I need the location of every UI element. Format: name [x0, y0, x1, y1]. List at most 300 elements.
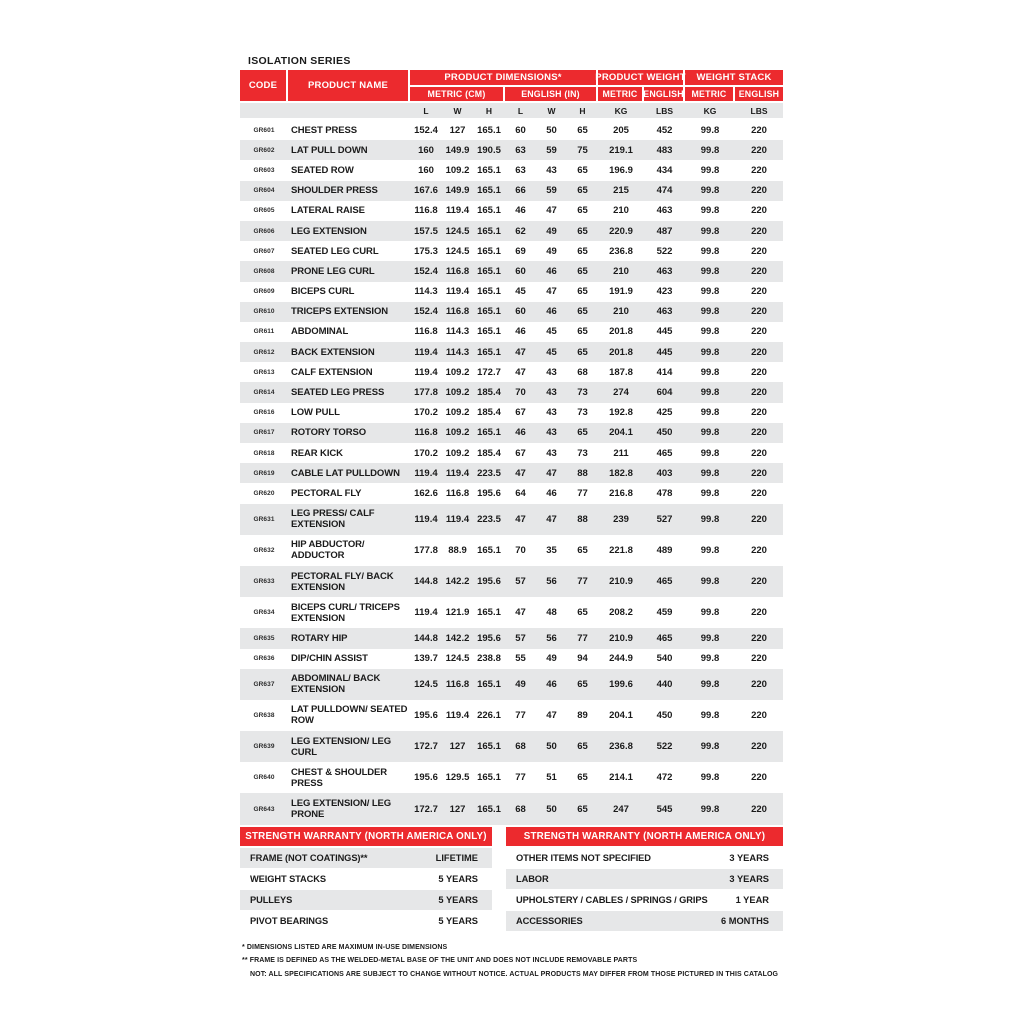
weight-kg: 205	[613, 124, 629, 136]
weight-kg: 221.8	[609, 544, 633, 556]
stack-kg: 99.8	[700, 678, 720, 690]
table-row	[240, 201, 783, 221]
dim-english-h: 89	[577, 709, 588, 721]
dim-metric-l: 144.8	[414, 576, 438, 588]
warranty-left-items	[240, 848, 492, 931]
table-row	[240, 322, 783, 342]
stack-lbs: 220	[751, 205, 767, 217]
stack-kg: 99.8	[700, 346, 720, 358]
dim-metric-w: 88.9	[448, 544, 467, 556]
dim-metric-l: 144.8	[414, 632, 438, 644]
dim-metric-l: 172.7	[414, 803, 438, 815]
table-row	[240, 342, 783, 362]
table-row	[240, 793, 783, 824]
weight-kg: 215	[613, 185, 629, 197]
warranty-item-label: OTHER ITEMS NOT SPECIFIED	[516, 852, 651, 863]
warranty-right-title: STRENGTH WARRANTY (NORTH AMERICA ONLY)	[506, 827, 783, 846]
weight-kg: 204.1	[609, 709, 633, 721]
weight-lbs: 423	[656, 286, 673, 298]
product-name: ABDOMINAL	[291, 326, 349, 338]
dim-english-h: 65	[577, 205, 588, 217]
product-name: LEG EXTENSION/ LEG PRONE	[291, 798, 392, 821]
stack-lbs: 220	[751, 772, 767, 784]
dim-english-l: 70	[515, 544, 526, 556]
dim-metric-h: 165.1	[477, 185, 501, 197]
dim-english-l: 47	[515, 467, 526, 479]
weight-kg: 236.8	[609, 741, 633, 753]
warranty-item-label: PIVOT BEARINGS	[250, 915, 329, 926]
dim-english-h: 73	[577, 447, 588, 459]
unit-label: H	[579, 105, 586, 116]
dim-metric-h: 165.1	[477, 286, 501, 298]
product-code: GR634	[253, 609, 275, 617]
stack-kg: 99.8	[700, 205, 720, 217]
dim-metric-h: 165.1	[477, 124, 501, 136]
spec-sheet	[240, 55, 783, 984]
dim-metric-l: 119.4	[414, 607, 438, 619]
dim-english-l: 47	[515, 346, 526, 358]
stack-lbs: 220	[751, 487, 767, 499]
stack-kg: 99.8	[700, 487, 720, 499]
dim-english-l: 67	[515, 407, 526, 419]
product-code: GR608	[253, 267, 275, 275]
product-name: PECTORAL FLY	[291, 487, 362, 499]
dim-metric-w: 129.5	[445, 772, 470, 784]
dim-metric-l: 162.6	[414, 487, 438, 499]
product-name: DIP/CHIN ASSIST	[291, 653, 368, 665]
dim-english-l: 66	[515, 185, 526, 197]
table-row	[240, 423, 783, 443]
stack-kg: 99.8	[700, 124, 720, 136]
table-row	[240, 700, 783, 731]
weight-lbs: 403	[656, 467, 673, 479]
table-row	[240, 120, 783, 140]
dim-english-w: 49	[546, 245, 557, 257]
dim-english-w: 43	[546, 447, 557, 459]
warranty-item-value: 5 YEARS	[438, 915, 478, 926]
dim-metric-l: 177.8	[414, 544, 438, 556]
product-code: GR603	[253, 166, 275, 174]
dim-english-l: 67	[515, 447, 526, 459]
dim-metric-w: 149.9	[445, 144, 470, 156]
weight-lbs: 522	[656, 741, 673, 753]
stack-lbs: 220	[751, 306, 767, 318]
dim-english-w: 47	[546, 205, 557, 217]
dim-metric-w: 124.5	[445, 653, 470, 665]
weight-kg: 196.9	[609, 164, 633, 176]
product-code: GR635	[253, 634, 275, 642]
dim-english-h: 65	[577, 544, 588, 556]
product-name: SEATED LEG CURL	[291, 245, 379, 257]
stack-lbs: 220	[751, 225, 767, 237]
product-name: PRONE LEG CURL	[291, 265, 375, 277]
dim-metric-w: 119.4	[445, 286, 470, 298]
dim-english-w: 51	[546, 772, 557, 784]
dim-english-l: 47	[515, 513, 526, 525]
warranty-row	[240, 890, 492, 910]
weight-kg: 236.8	[609, 245, 633, 257]
dim-english-w: 43	[546, 164, 557, 176]
dim-english-l: 60	[515, 265, 526, 277]
footnote: NOT: ALL SPECIFICATIONS ARE SUBJECT TO CHANGE WITHOUT NOTICE. ACTUAL PRODUCTS MAY DIFFER FROM THOSE PICTURED IN THIS CATALOG	[250, 970, 779, 978]
product-name: LAT PULLDOWN/ SEATED ROW	[291, 704, 408, 727]
weight-kg: 201.8	[609, 346, 633, 358]
dim-english-h: 88	[577, 513, 588, 525]
table-units-subheader	[240, 103, 783, 118]
dim-metric-l: 114.3	[414, 286, 438, 298]
dim-english-h: 65	[577, 265, 588, 277]
dim-metric-w: 127	[449, 741, 466, 753]
dim-metric-h: 223.5	[477, 467, 501, 479]
table-row	[240, 282, 783, 302]
warranty-row	[506, 911, 783, 931]
stack-kg: 99.8	[700, 185, 720, 197]
product-name: BICEPS CURL/ TRICEPS EXTENSION	[291, 601, 400, 624]
stack-lbs: 220	[751, 427, 767, 439]
weight-lbs: 445	[656, 326, 673, 338]
dim-english-h: 88	[577, 467, 588, 479]
warranty-item-label: LABOR	[516, 873, 549, 884]
weight-lbs: 527	[656, 513, 673, 525]
weight-kg: 274	[613, 387, 629, 399]
weight-lbs: 465	[656, 447, 673, 459]
weight-lbs: 522	[656, 245, 673, 257]
weight-kg: 208.2	[609, 607, 633, 619]
product-code: GR637	[253, 680, 275, 688]
dim-metric-w: 142.2	[445, 632, 470, 644]
dim-english-w: 50	[546, 741, 557, 753]
product-code: GR636	[253, 655, 275, 663]
dim-metric-w: 121.9	[445, 607, 470, 619]
weight-lbs: 483	[656, 144, 673, 156]
product-code: GR643	[253, 805, 275, 813]
dim-english-l: 45	[515, 286, 526, 298]
warranty-item-value: LIFETIME	[435, 852, 478, 863]
dim-metric-h: 185.4	[477, 387, 501, 399]
warranty-left-block	[240, 827, 492, 932]
weight-lbs: 474	[656, 185, 673, 197]
dim-metric-w: 109.2	[445, 427, 470, 439]
product-code: GR631	[253, 515, 275, 523]
dim-english-w: 48	[546, 607, 557, 619]
weight-lbs: 434	[656, 164, 673, 176]
table-row	[240, 362, 783, 382]
dim-english-l: 57	[515, 576, 526, 588]
product-name: SHOULDER PRESS	[291, 185, 378, 197]
warranty-row	[240, 869, 492, 889]
dim-english-h: 75	[577, 144, 588, 156]
stack-lbs: 220	[751, 387, 767, 399]
warranty-row	[506, 890, 783, 910]
weight-lbs: 478	[656, 487, 673, 499]
dim-metric-h: 195.6	[477, 632, 501, 644]
dim-english-l: 49	[515, 678, 526, 690]
dim-english-h: 65	[577, 803, 588, 815]
table-row	[240, 535, 783, 566]
dim-metric-h: 190.5	[477, 144, 501, 156]
dim-english-w: 43	[546, 427, 557, 439]
weight-kg: 201.8	[609, 326, 633, 338]
stack-kg: 99.8	[700, 326, 720, 338]
dim-metric-w: 124.5	[445, 225, 470, 237]
unit-label: LBS	[750, 105, 768, 116]
dim-english-l: 47	[515, 366, 526, 378]
dim-english-w: 56	[546, 576, 557, 588]
weight-lbs: 463	[656, 205, 673, 217]
weight-kg: 216.8	[609, 487, 633, 499]
dim-english-w: 49	[546, 653, 557, 665]
stack-lbs: 220	[751, 366, 767, 378]
stack-kg: 99.8	[700, 286, 720, 298]
dim-metric-w: 109.2	[445, 407, 470, 419]
table-row	[240, 566, 783, 597]
product-code: GR640	[253, 774, 275, 782]
weight-lbs: 450	[656, 709, 673, 721]
table-row	[240, 302, 783, 322]
dim-metric-w: 119.4	[445, 205, 470, 217]
dim-metric-l: 170.2	[414, 447, 438, 459]
weight-lbs: 465	[656, 632, 673, 644]
weight-kg: 239	[613, 513, 629, 525]
unit-label: KG	[703, 105, 717, 116]
stack-lbs: 220	[751, 124, 767, 136]
column-header-weight-metric: METRIC	[598, 87, 644, 101]
dim-metric-w: 124.5	[445, 245, 470, 257]
stack-lbs: 220	[751, 144, 767, 156]
dim-metric-w: 109.2	[445, 387, 470, 399]
weight-kg: 211	[613, 447, 629, 459]
dim-metric-w: 109.2	[445, 366, 470, 378]
weight-lbs: 540	[656, 653, 673, 665]
dim-metric-l: 124.5	[414, 678, 438, 690]
dim-english-w: 46	[546, 678, 557, 690]
footnote: ** FRAME IS DEFINED AS THE WELDED-METAL BASE OF THE UNIT AND DOES NOT INCLUDE REMOVABLE PARTS	[242, 957, 638, 965]
dim-metric-h: 165.1	[477, 164, 501, 176]
dim-metric-l: 172.7	[414, 741, 438, 753]
stack-lbs: 220	[751, 164, 767, 176]
stack-lbs: 220	[751, 407, 767, 419]
dim-metric-h: 185.4	[477, 447, 501, 459]
table-header	[240, 70, 783, 101]
stack-lbs: 220	[751, 709, 767, 721]
stack-kg: 99.8	[700, 387, 720, 399]
dim-metric-h: 172.7	[477, 366, 501, 378]
weight-lbs: 604	[656, 387, 673, 399]
stack-lbs: 220	[751, 326, 767, 338]
warranty-item-label: WEIGHT STACKS	[250, 873, 326, 884]
stack-lbs: 220	[751, 678, 767, 690]
product-code: GR611	[253, 328, 275, 336]
stack-kg: 99.8	[700, 544, 720, 556]
dim-metric-h: 165.1	[477, 772, 501, 784]
product-code: GR633	[253, 578, 275, 586]
product-code: GR609	[253, 288, 275, 296]
product-name: LATERAL RAISE	[291, 205, 365, 217]
warranty-section	[240, 827, 783, 932]
product-code: GR606	[253, 227, 275, 235]
dim-metric-w: 127	[449, 124, 466, 136]
stack-kg: 99.8	[700, 576, 720, 588]
table-row	[240, 597, 783, 628]
dim-metric-h: 226.1	[477, 709, 501, 721]
product-code: GR605	[253, 207, 275, 215]
warranty-row	[240, 911, 492, 931]
dim-metric-l: 119.4	[414, 346, 438, 358]
dim-metric-w: 116.8	[445, 306, 470, 318]
product-code: GR639	[253, 743, 275, 751]
dim-metric-l: 152.4	[414, 306, 438, 318]
unit-label: H	[485, 105, 493, 116]
unit-label: L	[517, 105, 524, 116]
table-row	[240, 221, 783, 241]
dim-english-h: 73	[577, 407, 588, 419]
stack-kg: 99.8	[700, 245, 720, 257]
table-row	[240, 160, 783, 180]
dim-metric-l: 160	[418, 164, 434, 176]
product-name: BACK EXTENSION	[291, 346, 375, 358]
dim-metric-l: 119.4	[414, 366, 438, 378]
column-header-stack-metric: METRIC	[685, 87, 735, 101]
dim-english-h: 65	[577, 306, 588, 318]
dim-english-h: 65	[577, 164, 588, 176]
stack-kg: 99.8	[700, 164, 720, 176]
product-code: GR616	[253, 409, 275, 417]
weight-kg: 220.9	[609, 225, 633, 237]
stack-lbs: 220	[751, 447, 767, 459]
dim-metric-l: 119.4	[414, 513, 438, 525]
stack-kg: 99.8	[700, 447, 720, 459]
product-name: ABDOMINAL/ BACK EXTENSION	[291, 673, 381, 696]
stack-kg: 99.8	[700, 741, 720, 753]
dim-english-h: 65	[577, 427, 588, 439]
table-row	[240, 731, 783, 762]
product-name: ROTARY HIP	[291, 632, 348, 644]
stack-lbs: 220	[751, 632, 767, 644]
warranty-right-items	[506, 848, 783, 931]
stack-lbs: 220	[751, 653, 767, 665]
dim-english-l: 60	[515, 306, 526, 318]
warranty-left-title: STRENGTH WARRANTY (NORTH AMERICA ONLY)	[240, 827, 492, 846]
dim-metric-h: 165.1	[477, 803, 501, 815]
product-code: GR638	[253, 711, 275, 719]
product-code: GR604	[253, 187, 275, 195]
product-name: TRICEPS EXTENSION	[291, 306, 389, 318]
dim-english-l: 70	[515, 387, 526, 399]
weight-kg: 210.9	[609, 632, 633, 644]
product-name: CALF EXTENSION	[291, 366, 373, 378]
dim-metric-l: 116.8	[414, 205, 438, 217]
dim-english-l: 64	[515, 487, 526, 499]
weight-lbs: 450	[656, 427, 673, 439]
dim-metric-l: 195.6	[414, 709, 438, 721]
warranty-right-block	[506, 827, 783, 932]
dim-metric-h: 238.8	[477, 653, 501, 665]
stack-lbs: 220	[751, 245, 767, 257]
dim-metric-w: 116.8	[445, 678, 470, 690]
dim-metric-h: 165.1	[477, 346, 501, 358]
stack-lbs: 220	[751, 607, 767, 619]
dim-english-l: 55	[515, 653, 526, 665]
dim-metric-h: 165.1	[477, 245, 501, 257]
table-row	[240, 443, 783, 463]
dim-english-w: 46	[546, 265, 557, 277]
dim-metric-h: 165.1	[477, 326, 501, 338]
dim-english-l: 47	[515, 607, 526, 619]
weight-lbs: 487	[656, 225, 673, 237]
table-row	[240, 483, 783, 503]
unit-label: KG	[614, 105, 628, 116]
dim-metric-h: 185.4	[477, 407, 501, 419]
dim-metric-w: 149.9	[445, 185, 470, 197]
stack-lbs: 220	[751, 467, 767, 479]
stack-kg: 99.8	[700, 427, 720, 439]
product-code: GR610	[253, 308, 275, 316]
warranty-item-value: 5 YEARS	[438, 873, 478, 884]
dim-metric-w: 127	[449, 803, 466, 815]
weight-lbs: 425	[656, 407, 673, 419]
column-header-dimensions: PRODUCT DIMENSIONS*	[410, 70, 598, 87]
product-name: CHEST PRESS	[291, 124, 357, 136]
table-row	[240, 669, 783, 700]
weight-lbs: 463	[656, 306, 673, 318]
dim-english-l: 57	[515, 632, 526, 644]
dim-english-w: 59	[546, 144, 557, 156]
product-name: PECTORAL FLY/ BACK EXTENSION	[291, 570, 394, 593]
weight-kg: 204.1	[609, 427, 633, 439]
dim-english-h: 65	[577, 607, 588, 619]
dim-english-h: 65	[577, 124, 588, 136]
warranty-row	[506, 869, 783, 889]
column-header-metric-cm: METRIC (CM)	[410, 87, 505, 101]
dim-metric-l: 157.5	[414, 225, 438, 237]
weight-kg: 199.6	[609, 678, 633, 690]
dim-english-w: 49	[546, 225, 557, 237]
weight-kg: 182.8	[609, 467, 633, 479]
dim-english-h: 65	[577, 326, 588, 338]
warranty-row	[506, 848, 783, 868]
dim-metric-l: 116.8	[414, 427, 438, 439]
product-code: GR612	[253, 348, 275, 356]
dim-english-w: 46	[546, 306, 557, 318]
stack-kg: 99.8	[700, 653, 720, 665]
dim-metric-l: 152.4	[414, 124, 438, 136]
dim-english-l: 68	[515, 803, 526, 815]
warranty-item-label: UPHOLSTERY / CABLES / SPRINGS / GRIPS	[516, 894, 708, 905]
weight-lbs: 452	[656, 124, 673, 136]
dim-english-w: 35	[546, 544, 557, 556]
stack-lbs: 220	[751, 544, 767, 556]
product-name: LEG EXTENSION	[291, 225, 367, 237]
dim-english-l: 60	[515, 124, 526, 136]
table-row	[240, 241, 783, 261]
dim-english-h: 65	[577, 346, 588, 358]
dim-english-w: 47	[546, 513, 557, 525]
dim-metric-h: 165.1	[477, 225, 501, 237]
dim-metric-w: 116.8	[445, 265, 470, 277]
dim-english-l: 46	[515, 427, 526, 439]
weight-kg: 210	[613, 205, 629, 217]
stack-kg: 99.8	[700, 632, 720, 644]
weight-kg: 191.9	[609, 286, 633, 298]
stack-kg: 99.8	[700, 513, 720, 525]
dim-metric-l: 170.2	[414, 407, 438, 419]
product-name: CHEST & SHOULDER PRESS	[291, 766, 388, 789]
dim-english-w: 50	[546, 124, 557, 136]
dim-english-h: 65	[577, 245, 588, 257]
weight-kg: 187.8	[609, 366, 633, 378]
dim-english-l: 63	[515, 144, 526, 156]
dim-metric-l: 160	[418, 144, 434, 156]
